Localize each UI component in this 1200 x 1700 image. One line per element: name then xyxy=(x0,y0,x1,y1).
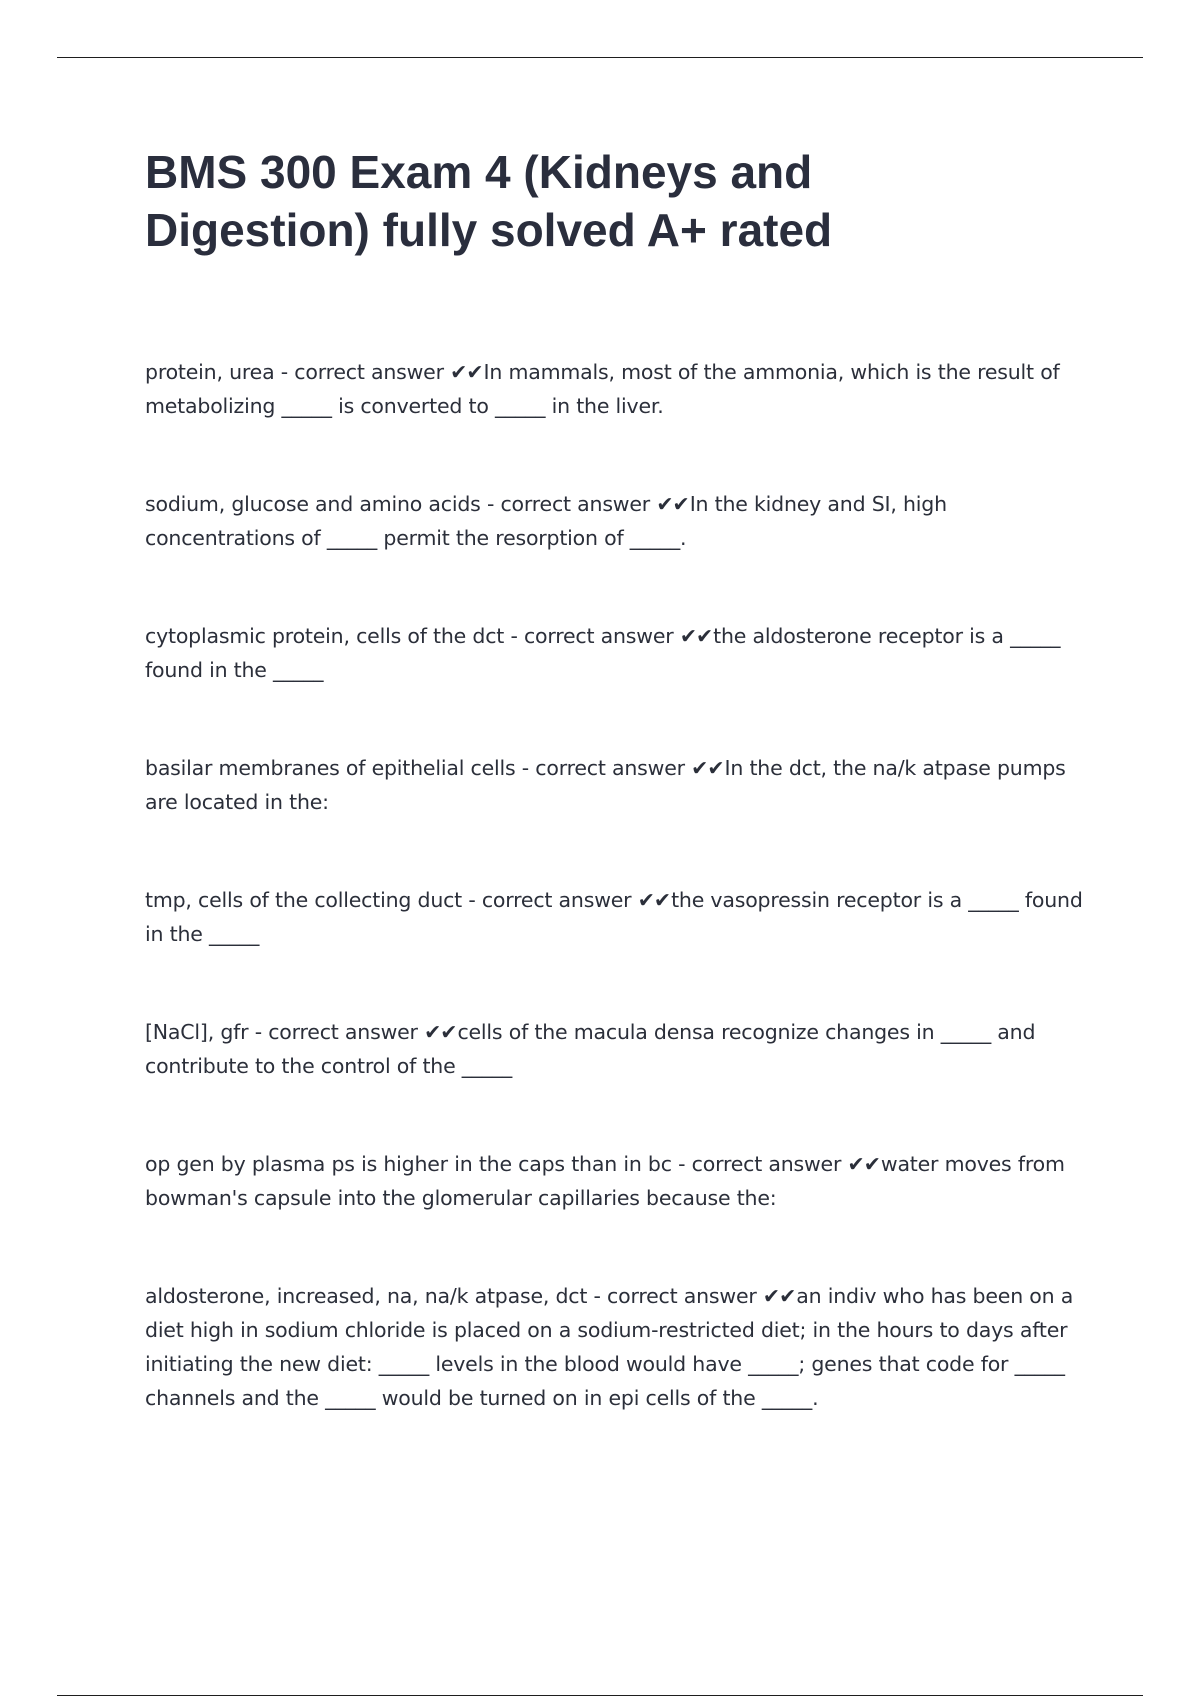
qa-item xyxy=(145,1279,1090,1415)
answer-separator: - correct answer xyxy=(504,624,680,648)
top-rule xyxy=(57,57,1143,58)
question-text: water moves from bowman's capsule into the glomerular capillaries because the: xyxy=(145,1152,1065,1210)
qa-item xyxy=(145,355,1090,423)
bottom-rule xyxy=(57,1695,1143,1696)
answer-separator: - correct answer xyxy=(248,1020,425,1044)
answer-text: basilar membranes of epithelial cells xyxy=(145,756,516,780)
question-text: In the dct, the na/k atpase pumps are located in the: xyxy=(145,756,1066,814)
qa-list xyxy=(145,355,1090,1415)
qa-item xyxy=(145,619,1090,687)
question-text: an indiv who has been on a diet high in sodium chloride is placed on a sodium-restricted diet; in the hours to days after initiating the new diet: _____ levels in the blood would have _____; genes that code for _____ channels and the _____ would be turned on in epi cells of the _____. xyxy=(145,1284,1074,1410)
document-title: BMS 300 Exam 4 (Kidneys and Digestion) fully solved A+ rated xyxy=(145,146,833,256)
check-mark-icon: ✔✔ xyxy=(424,1020,457,1044)
question-text: the vasopressin receptor is a _____ found in the _____ xyxy=(145,888,1083,946)
answer-separator: - correct answer xyxy=(671,1152,848,1176)
question-text: In the kidney and SI, high concentrations of _____ permit the resorption of _____. xyxy=(145,492,947,550)
answer-separator: - correct answer xyxy=(587,1284,763,1308)
answer-text: protein, urea xyxy=(145,360,275,384)
answer-separator: - correct answer xyxy=(274,360,451,384)
answer-text: [NaCl], gfr xyxy=(145,1020,249,1044)
answer-text: aldosterone, increased, na, na/k atpase, dct xyxy=(145,1284,588,1308)
qa-item xyxy=(145,883,1090,951)
check-mark-icon: ✔✔ xyxy=(762,1284,796,1308)
check-mark-icon: ✔✔ xyxy=(656,492,689,516)
check-mark-icon: ✔✔ xyxy=(450,360,483,384)
qa-item xyxy=(145,1147,1090,1215)
answer-separator: - correct answer xyxy=(462,888,638,912)
question-text: In mammals, most of the ammonia, which is the result of metabolizing _____ is converted to _____ in the liver. xyxy=(145,360,1060,418)
qa-item xyxy=(145,1015,1090,1083)
question-text: cells of the macula densa recognize changes in _____ and contribute to the control of the _____ xyxy=(145,1020,1036,1078)
answer-separator: - correct answer xyxy=(480,492,657,516)
answer-text: cytoplasmic protein, cells of the dct xyxy=(145,624,505,648)
answer-separator: - correct answer xyxy=(515,756,692,780)
answer-text: tmp, cells of the collecting duct xyxy=(145,888,463,912)
question-text: the aldosterone receptor is a _____ found in the _____ xyxy=(145,624,1061,682)
answer-text: op gen by plasma ps is higher in the caps than in bc xyxy=(145,1152,672,1176)
check-mark-icon: ✔✔ xyxy=(691,756,724,780)
qa-item xyxy=(145,487,1090,555)
check-mark-icon: ✔✔ xyxy=(847,1152,880,1176)
answer-text: sodium, glucose and amino acids xyxy=(145,492,481,516)
qa-item xyxy=(145,751,1090,819)
check-mark-icon: ✔✔ xyxy=(637,888,671,912)
check-mark-icon: ✔✔ xyxy=(679,624,713,648)
